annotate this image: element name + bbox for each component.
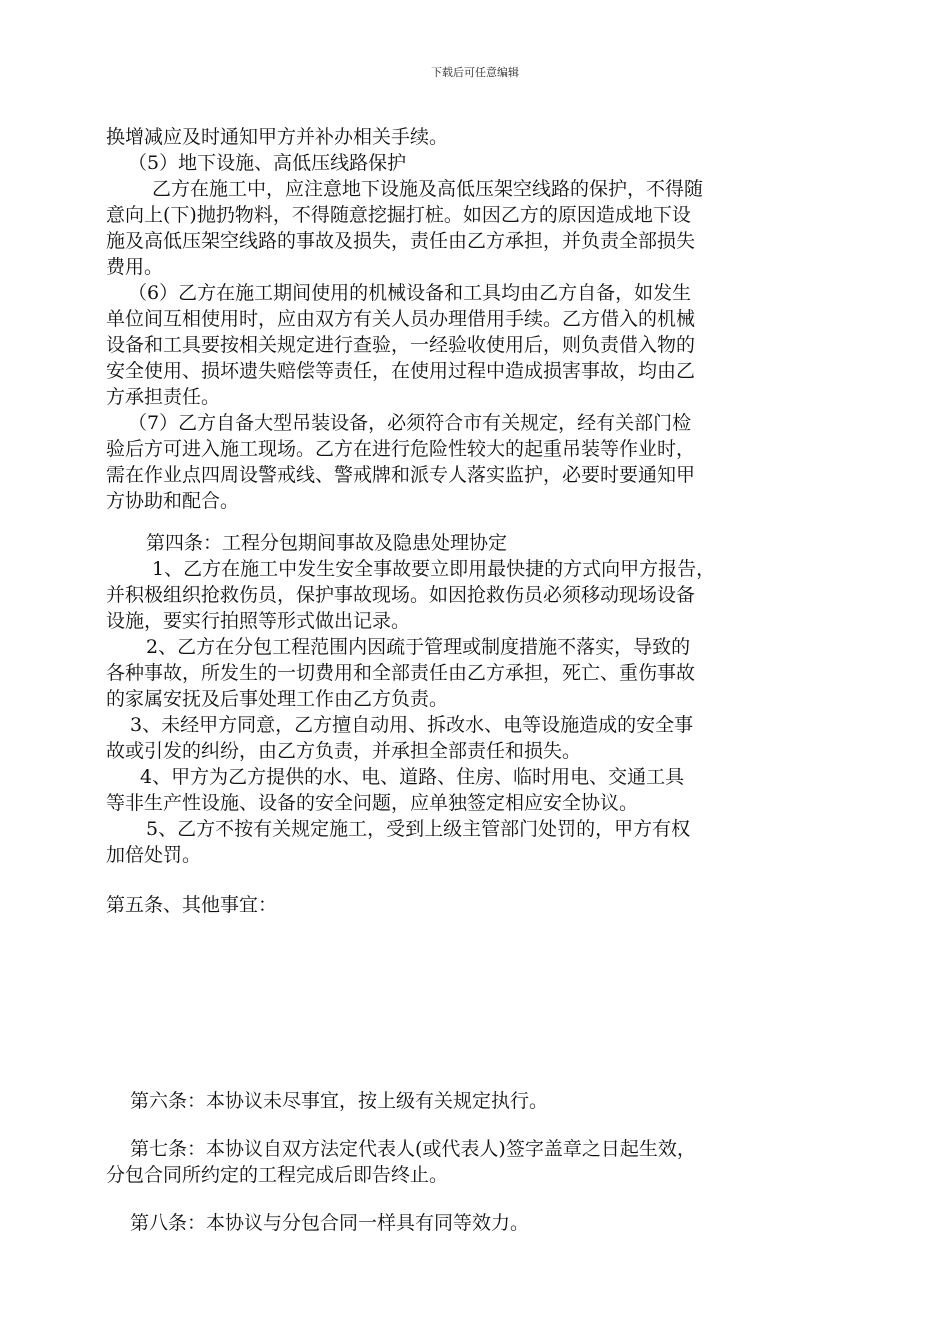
paragraph-line: 方承担责任。 — [106, 386, 221, 408]
paragraph-line: 5、乙方不按有关规定施工，受到上级主管部门处罚的，甲方有权 — [146, 818, 691, 840]
paragraph-line: 单位间互相使用时，应由双方有关人员办理借用手续。乙方借入的机械 — [106, 308, 696, 330]
paragraph-line: 的家属安抚及后事处理工作由乙方负责。 — [106, 688, 449, 710]
paragraph-line: 验后方可进入施工现场。乙方在进行危险性较大的起重吊装等作业时， — [106, 438, 696, 460]
section-heading: 第四条：工程分包期间事故及隐患处理协定 — [146, 532, 508, 554]
paragraph-line: 4、甲方为乙方提供的水、电、道路、住房、临时用电、交通工具 — [140, 766, 685, 788]
paragraph-line: （5）地下设施、高低压线路保护 — [128, 152, 407, 174]
paragraph-line: 换增减应及时通知甲方并补办相关手续。 — [106, 126, 449, 148]
paragraph-line: 2、乙方在分包工程范围内因疏于管理或制度措施不落实，导致的 — [146, 636, 691, 658]
paragraph-line: 故或引发的纠纷，由乙方负责，并承担全部责任和损失。 — [106, 740, 582, 762]
paragraph-line: 3、未经甲方同意，乙方擅自动用、拆改水、电等设施造成的安全事 — [130, 714, 694, 736]
paragraph-line: 加倍处罚。 — [106, 844, 202, 866]
paragraph-line: （7）乙方自备大型吊装设备，必须符合市有关规定，经有关部门检 — [128, 412, 692, 434]
paragraph-line: 需在作业点四周设警戒线、警戒牌和派专人落实监护，必要时要通知甲 — [106, 464, 696, 486]
paragraph-line: 1、乙方在施工中发生安全事故要立即用最快捷的方式向甲方报告， — [152, 558, 716, 580]
paragraph-line: 费用。 — [106, 256, 164, 278]
header-note: 下载后可任意编辑 — [431, 66, 519, 79]
paragraph-line: 乙方在施工中，应注意地下设施及高低压架空线路的保护，不得随 — [152, 178, 704, 200]
paragraph-line: 施及高低压架空线路的事故及损失，责任由乙方承担，并负责全部损失 — [106, 230, 696, 252]
paragraph-line: 设施，要实行拍照等形式做出记录。 — [106, 610, 411, 632]
paragraph-line: 设备和工具要按相关规定进行查验，一经验收使用后，则负责借入物的 — [106, 334, 696, 356]
section-heading: 第五条、其他事宜： — [106, 894, 278, 916]
paragraph-line: 安全使用、损坏遗失赔偿等责任，在使用过程中造成损害事故，均由乙 — [106, 360, 696, 382]
section-heading: 第六条：本协议未尽事宜，按上级有关规定执行。 — [130, 1090, 549, 1112]
section-heading: 第七条：本协议自双方法定代表人(或代表人)签字盖章之日起生效， — [130, 1138, 696, 1160]
paragraph-line: 各种事故，所发生的一切费用和全部责任由乙方承担，死亡、重伤事故 — [106, 662, 696, 684]
paragraph-line: 方协助和配合。 — [106, 490, 240, 512]
paragraph-line: 并积极组织抢救伤员，保护事故现场。如因抢救伤员必须移动现场设备 — [106, 584, 696, 606]
paragraph-line: （6）乙方在施工期间使用的机械设备和工具均由乙方自备，如发生 — [128, 282, 692, 304]
paragraph-line: 意向上(下)抛扔物料，不得随意挖掘打桩。如因乙方的原因造成地下设 — [106, 204, 691, 226]
paragraph-line: 分包合同所约定的工程完成后即告终止。 — [106, 1164, 449, 1186]
paragraph-line: 等非生产性设施、设备的安全问题，应单独签定相应安全协议。 — [106, 792, 639, 814]
section-heading: 第八条：本协议与分包合同一样具有同等效力。 — [130, 1212, 530, 1234]
document-body — [106, 124, 826, 1236]
